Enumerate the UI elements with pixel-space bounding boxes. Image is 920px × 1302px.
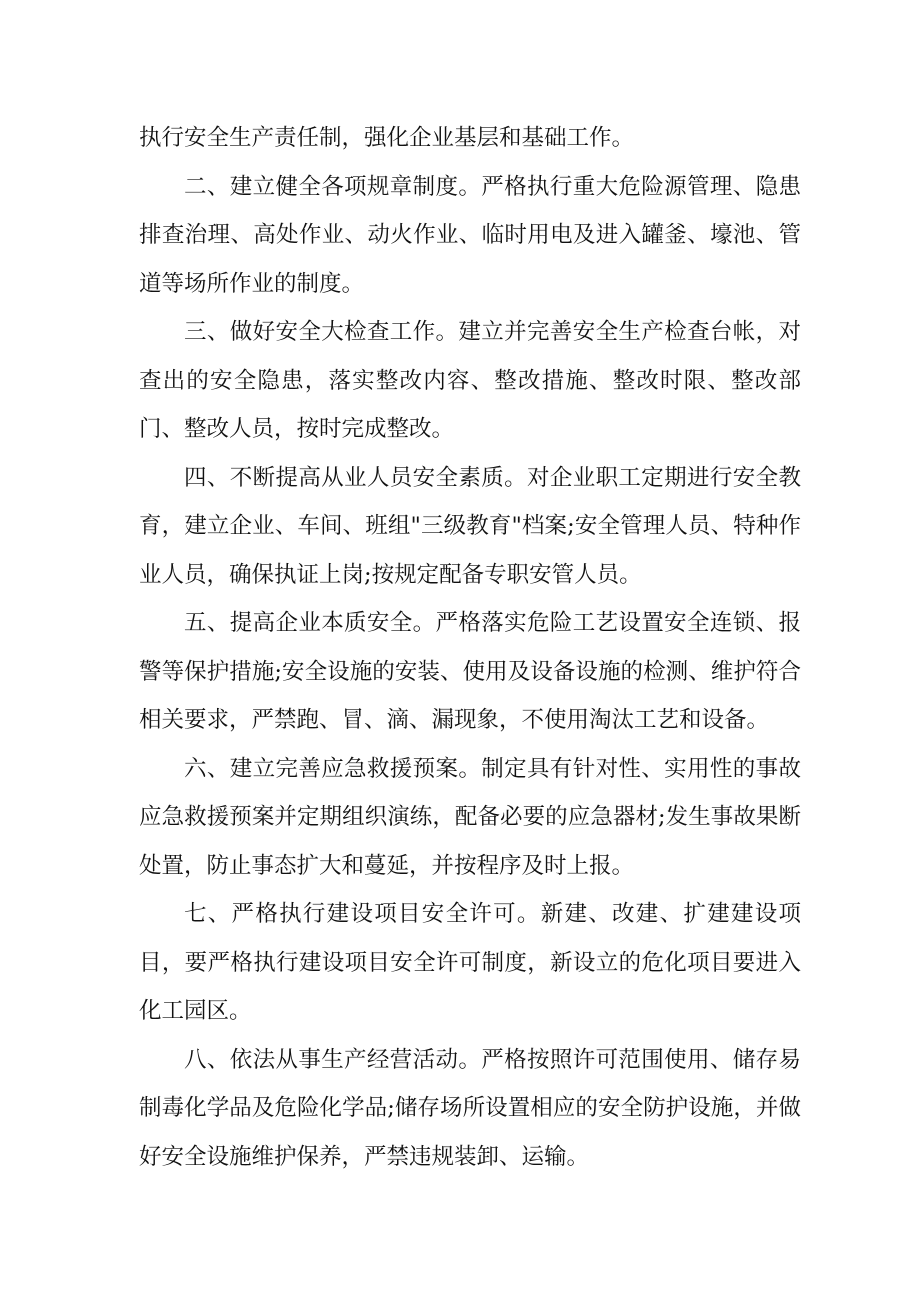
- paragraph-lawful-operation: 八、依法从事生产经营活动。严格按照许可范围使用、储存易制毒化学品及危险化学品;储存场所设置相应的安全防护设施，并做好安全设施维护保养，严禁违规装卸、运输。: [139, 1046, 801, 1170]
- paragraph-emergency-plan: 六、建立完善应急救援预案。制定具有针对性、实用性的事故应急救援预案并定期组织演练，配备必要的应急器材;发生事故果断处置，防止事态扩大和蔓延，并按程序及时上报。: [139, 755, 801, 879]
- paragraph-project-permit: 七、严格执行建设项目安全许可。新建、改建、扩建建设项目，要严格执行建设项目安全许可制度，新设立的危化项目要进入化工园区。: [139, 901, 801, 1024]
- paragraph-safety-inspection: 三、做好安全大检查工作。建立并完善安全生产检查台帐，对查出的安全隐患，落实整改内容、整改措施、整改时限、整改部门、整改人员，按时完成整改。: [139, 319, 801, 442]
- paragraph-continuation: 执行安全生产责任制，强化企业基层和基础工作。: [139, 125, 635, 151]
- document-body: [139, 114, 801, 1181]
- paragraph-staff-quality: 四、不断提高从业人员安全素质。对企业职工定期进行安全教育，建立企业、车间、班组"三级教育"档案;安全管理人员、特种作业人员，确保执证上岗;按规定配备专职安管人员。: [139, 464, 801, 588]
- paragraph-intrinsic-safety: 五、提高企业本质安全。严格落实危险工艺设置安全连锁、报警等保护措施;安全设施的安装、使用及设备设施的检测、维护符合相关要求，严禁跑、冒、滴、漏现象，不使用淘汰工艺和设备。: [139, 610, 801, 733]
- paragraph-rules-system: 二、建立健全各项规章制度。严格执行重大危险源管理、隐患排查治理、高处作业、动火作业、临时用电及进入罐釜、壕池、管道等场所作业的制度。: [139, 173, 801, 297]
